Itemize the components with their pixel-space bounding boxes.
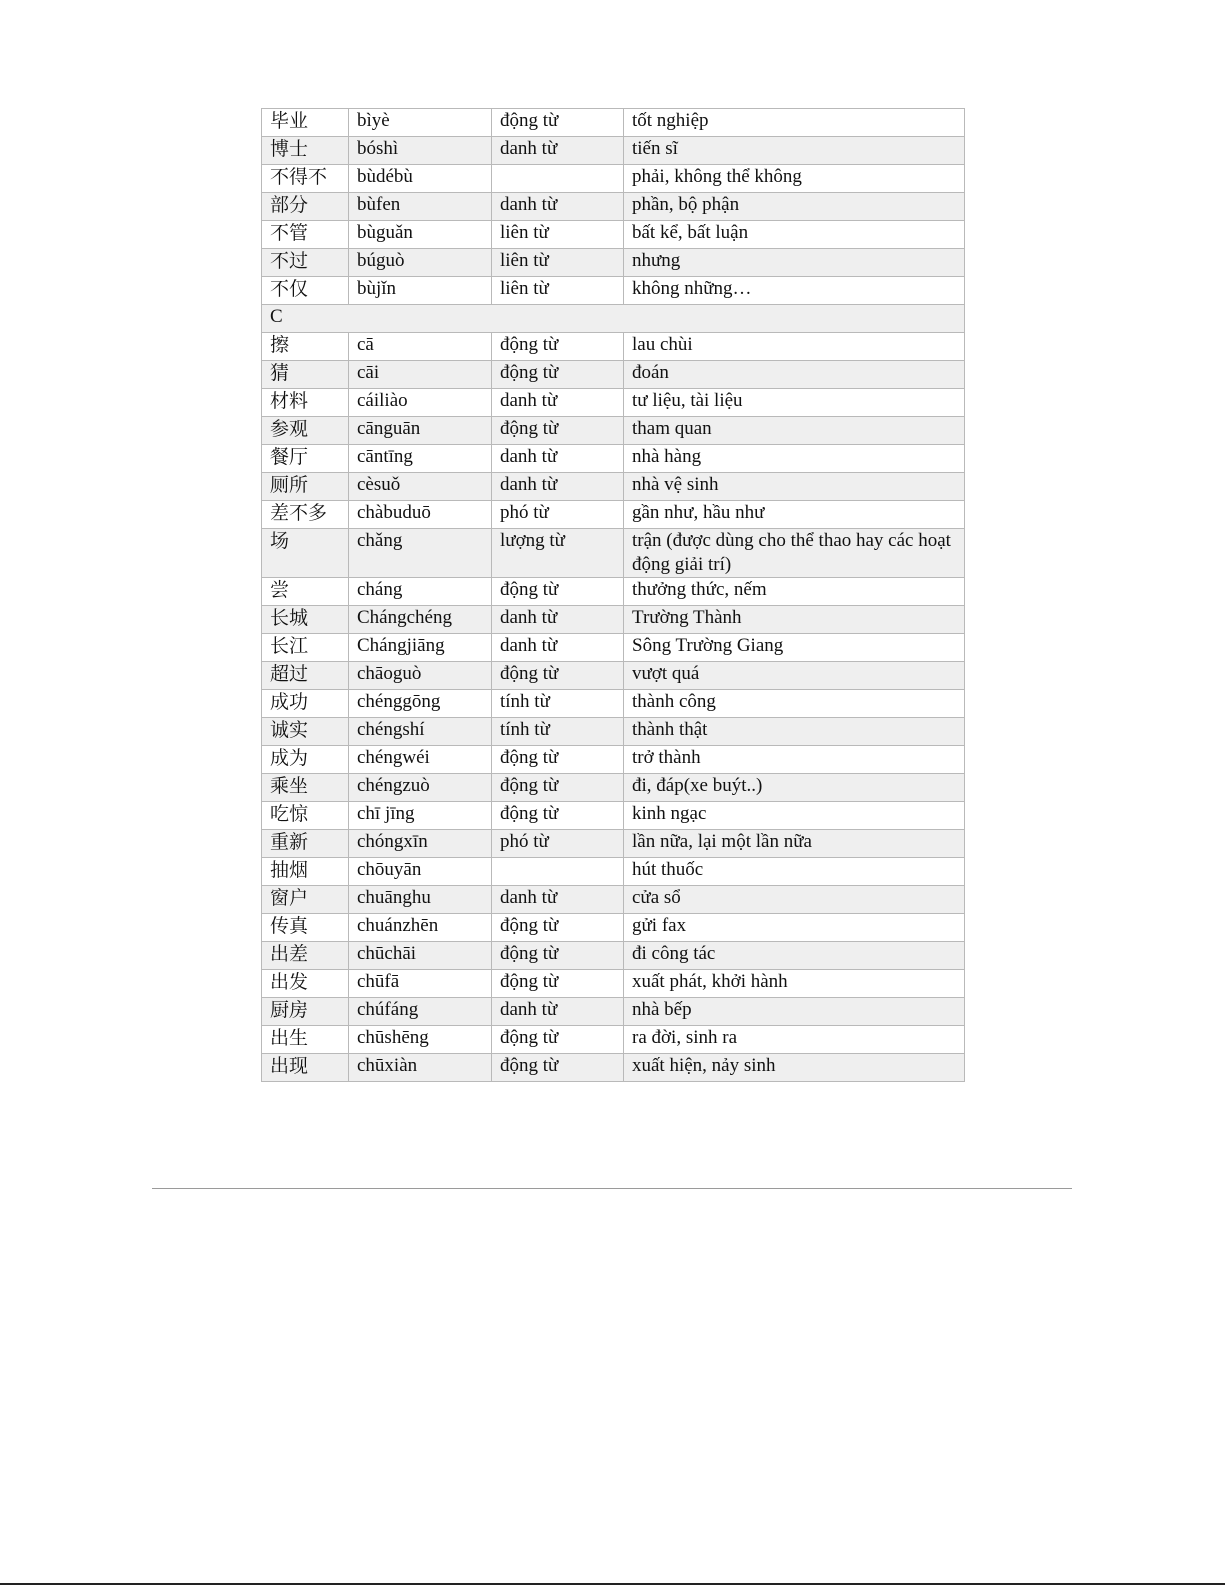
page-divider bbox=[152, 1188, 1072, 1189]
hanzi-cell: 毕业 bbox=[262, 109, 349, 137]
hanzi-cell: 不仅 bbox=[262, 277, 349, 305]
hanzi-cell: 擦 bbox=[262, 333, 349, 361]
part-of-speech-cell: danh từ bbox=[492, 886, 624, 914]
table-row bbox=[262, 1026, 965, 1054]
meaning-cell: kinh ngạc bbox=[624, 802, 965, 830]
meaning-cell: phần, bộ phận bbox=[624, 193, 965, 221]
hanzi-cell: 乘坐 bbox=[262, 774, 349, 802]
part-of-speech-cell: danh từ bbox=[492, 445, 624, 473]
part-of-speech-cell: động từ bbox=[492, 746, 624, 774]
meaning-cell: đoán bbox=[624, 361, 965, 389]
pinyin-cell: cāntīng bbox=[349, 445, 492, 473]
meaning-cell: trận (được dùng cho thể thao hay các hoạt động giải trí) bbox=[624, 529, 965, 578]
meaning-cell: cửa sổ bbox=[624, 886, 965, 914]
pinyin-cell: chuānghu bbox=[349, 886, 492, 914]
pinyin-cell: chóngxīn bbox=[349, 830, 492, 858]
meaning-cell: thành công bbox=[624, 690, 965, 718]
part-of-speech-cell: động từ bbox=[492, 361, 624, 389]
meaning-cell: tham quan bbox=[624, 417, 965, 445]
hanzi-cell: 出现 bbox=[262, 1054, 349, 1082]
part-of-speech-cell bbox=[492, 858, 624, 886]
part-of-speech-cell: liên từ bbox=[492, 277, 624, 305]
table-row bbox=[262, 858, 965, 886]
section-header-row bbox=[262, 305, 965, 333]
meaning-cell: xuất phát, khởi hành bbox=[624, 970, 965, 998]
hanzi-cell: 餐厅 bbox=[262, 445, 349, 473]
hanzi-cell: 材料 bbox=[262, 389, 349, 417]
pinyin-cell: cā bbox=[349, 333, 492, 361]
part-of-speech-cell: động từ bbox=[492, 1026, 624, 1054]
hanzi-cell: 窗户 bbox=[262, 886, 349, 914]
table-row bbox=[262, 249, 965, 277]
pinyin-cell: bùdébù bbox=[349, 165, 492, 193]
part-of-speech-cell: lượng từ bbox=[492, 529, 624, 578]
hanzi-cell: 部分 bbox=[262, 193, 349, 221]
table-row bbox=[262, 165, 965, 193]
meaning-cell: lau chùi bbox=[624, 333, 965, 361]
part-of-speech-cell: danh từ bbox=[492, 137, 624, 165]
table-row bbox=[262, 1054, 965, 1082]
meaning-cell: đi, đáp(xe buýt..) bbox=[624, 774, 965, 802]
hanzi-cell: 尝 bbox=[262, 578, 349, 606]
table-row bbox=[262, 634, 965, 662]
pinyin-cell: Chángchéng bbox=[349, 606, 492, 634]
pinyin-cell: chúfáng bbox=[349, 998, 492, 1026]
part-of-speech-cell: danh từ bbox=[492, 389, 624, 417]
pinyin-cell: chuánzhēn bbox=[349, 914, 492, 942]
part-of-speech-cell: động từ bbox=[492, 333, 624, 361]
table-row bbox=[262, 137, 965, 165]
part-of-speech-cell bbox=[492, 165, 624, 193]
part-of-speech-cell: danh từ bbox=[492, 634, 624, 662]
part-of-speech-cell: động từ bbox=[492, 109, 624, 137]
table-row bbox=[262, 277, 965, 305]
hanzi-cell: 猜 bbox=[262, 361, 349, 389]
table-row bbox=[262, 578, 965, 606]
part-of-speech-cell: tính từ bbox=[492, 690, 624, 718]
meaning-cell: bất kể, bất luận bbox=[624, 221, 965, 249]
hanzi-cell: 不得不 bbox=[262, 165, 349, 193]
table-row bbox=[262, 774, 965, 802]
part-of-speech-cell: động từ bbox=[492, 802, 624, 830]
meaning-cell: Trường Thành bbox=[624, 606, 965, 634]
meaning-cell: Sông Trường Giang bbox=[624, 634, 965, 662]
table-row bbox=[262, 998, 965, 1026]
hanzi-cell: 成为 bbox=[262, 746, 349, 774]
meaning-cell: nhà vệ sinh bbox=[624, 473, 965, 501]
vocabulary-table bbox=[261, 108, 965, 1082]
hanzi-cell: 参观 bbox=[262, 417, 349, 445]
part-of-speech-cell: động từ bbox=[492, 970, 624, 998]
table-row bbox=[262, 746, 965, 774]
meaning-cell: đi công tác bbox=[624, 942, 965, 970]
part-of-speech-cell: động từ bbox=[492, 774, 624, 802]
section-letter: C bbox=[262, 305, 965, 333]
table-row bbox=[262, 606, 965, 634]
hanzi-cell: 出差 bbox=[262, 942, 349, 970]
pinyin-cell: cānguān bbox=[349, 417, 492, 445]
hanzi-cell: 博士 bbox=[262, 137, 349, 165]
meaning-cell: tốt nghiệp bbox=[624, 109, 965, 137]
part-of-speech-cell: động từ bbox=[492, 578, 624, 606]
table-row bbox=[262, 970, 965, 998]
hanzi-cell: 不管 bbox=[262, 221, 349, 249]
pinyin-cell: cáiliào bbox=[349, 389, 492, 417]
pinyin-cell: bùjǐn bbox=[349, 277, 492, 305]
meaning-cell: hút thuốc bbox=[624, 858, 965, 886]
table-row bbox=[262, 221, 965, 249]
pinyin-cell: chūfā bbox=[349, 970, 492, 998]
hanzi-cell: 长城 bbox=[262, 606, 349, 634]
pinyin-cell: chénggōng bbox=[349, 690, 492, 718]
part-of-speech-cell: danh từ bbox=[492, 606, 624, 634]
vocabulary-table-body bbox=[262, 109, 965, 1082]
hanzi-cell: 差不多 bbox=[262, 501, 349, 529]
part-of-speech-cell: phó từ bbox=[492, 501, 624, 529]
hanzi-cell: 出发 bbox=[262, 970, 349, 998]
meaning-cell: xuất hiện, nảy sinh bbox=[624, 1054, 965, 1082]
part-of-speech-cell: động từ bbox=[492, 417, 624, 445]
pinyin-cell: chéngshí bbox=[349, 718, 492, 746]
hanzi-cell: 传真 bbox=[262, 914, 349, 942]
meaning-cell: ra đời, sinh ra bbox=[624, 1026, 965, 1054]
meaning-cell: nhà bếp bbox=[624, 998, 965, 1026]
part-of-speech-cell: liên từ bbox=[492, 249, 624, 277]
part-of-speech-cell: động từ bbox=[492, 1054, 624, 1082]
hanzi-cell: 吃惊 bbox=[262, 802, 349, 830]
part-of-speech-cell: phó từ bbox=[492, 830, 624, 858]
meaning-cell: tiến sĩ bbox=[624, 137, 965, 165]
hanzi-cell: 厨房 bbox=[262, 998, 349, 1026]
table-row bbox=[262, 690, 965, 718]
pinyin-cell: chǎng bbox=[349, 529, 492, 578]
meaning-cell: vượt quá bbox=[624, 662, 965, 690]
table-row bbox=[262, 193, 965, 221]
table-row bbox=[262, 830, 965, 858]
pinyin-cell: chāoguò bbox=[349, 662, 492, 690]
pinyin-cell: cháng bbox=[349, 578, 492, 606]
hanzi-cell: 抽烟 bbox=[262, 858, 349, 886]
meaning-cell: nhưng bbox=[624, 249, 965, 277]
table-row bbox=[262, 361, 965, 389]
table-row bbox=[262, 718, 965, 746]
table-row bbox=[262, 389, 965, 417]
part-of-speech-cell: động từ bbox=[492, 662, 624, 690]
pinyin-cell: cèsuǒ bbox=[349, 473, 492, 501]
hanzi-cell: 出生 bbox=[262, 1026, 349, 1054]
meaning-cell: lần nữa, lại một lần nữa bbox=[624, 830, 965, 858]
table-row bbox=[262, 473, 965, 501]
pinyin-cell: chéngwéi bbox=[349, 746, 492, 774]
pinyin-cell: bùfen bbox=[349, 193, 492, 221]
hanzi-cell: 超过 bbox=[262, 662, 349, 690]
part-of-speech-cell: liên từ bbox=[492, 221, 624, 249]
meaning-cell: tư liệu, tài liệu bbox=[624, 389, 965, 417]
part-of-speech-cell: danh từ bbox=[492, 193, 624, 221]
table-row bbox=[262, 886, 965, 914]
table-row bbox=[262, 333, 965, 361]
pinyin-cell: chūxiàn bbox=[349, 1054, 492, 1082]
pinyin-cell: chūchāi bbox=[349, 942, 492, 970]
part-of-speech-cell: động từ bbox=[492, 914, 624, 942]
table-row bbox=[262, 417, 965, 445]
table-row bbox=[262, 501, 965, 529]
table-row bbox=[262, 914, 965, 942]
hanzi-cell: 重新 bbox=[262, 830, 349, 858]
hanzi-cell: 厕所 bbox=[262, 473, 349, 501]
meaning-cell: thành thật bbox=[624, 718, 965, 746]
table-row bbox=[262, 109, 965, 137]
meaning-cell: gửi fax bbox=[624, 914, 965, 942]
pinyin-cell: chéngzuò bbox=[349, 774, 492, 802]
hanzi-cell: 诚实 bbox=[262, 718, 349, 746]
pinyin-cell: Chángjiāng bbox=[349, 634, 492, 662]
table-row bbox=[262, 529, 965, 578]
meaning-cell: trở thành bbox=[624, 746, 965, 774]
hanzi-cell: 成功 bbox=[262, 690, 349, 718]
hanzi-cell: 场 bbox=[262, 529, 349, 578]
table-row bbox=[262, 942, 965, 970]
meaning-cell: không những… bbox=[624, 277, 965, 305]
table-row bbox=[262, 662, 965, 690]
pinyin-cell: chī jīng bbox=[349, 802, 492, 830]
pinyin-cell: bìyè bbox=[349, 109, 492, 137]
pinyin-cell: bùguǎn bbox=[349, 221, 492, 249]
table-row bbox=[262, 802, 965, 830]
pinyin-cell: cāi bbox=[349, 361, 492, 389]
meaning-cell: gần như, hầu như bbox=[624, 501, 965, 529]
hanzi-cell: 长江 bbox=[262, 634, 349, 662]
meaning-cell: nhà hàng bbox=[624, 445, 965, 473]
pinyin-cell: bóshì bbox=[349, 137, 492, 165]
meaning-cell: phải, không thể không bbox=[624, 165, 965, 193]
pinyin-cell: chūshēng bbox=[349, 1026, 492, 1054]
part-of-speech-cell: danh từ bbox=[492, 473, 624, 501]
part-of-speech-cell: danh từ bbox=[492, 998, 624, 1026]
pinyin-cell: chōuyān bbox=[349, 858, 492, 886]
table-row bbox=[262, 445, 965, 473]
hanzi-cell: 不过 bbox=[262, 249, 349, 277]
pinyin-cell: chàbuduō bbox=[349, 501, 492, 529]
part-of-speech-cell: động từ bbox=[492, 942, 624, 970]
meaning-cell: thưởng thức, nếm bbox=[624, 578, 965, 606]
part-of-speech-cell: tính từ bbox=[492, 718, 624, 746]
pinyin-cell: búguò bbox=[349, 249, 492, 277]
